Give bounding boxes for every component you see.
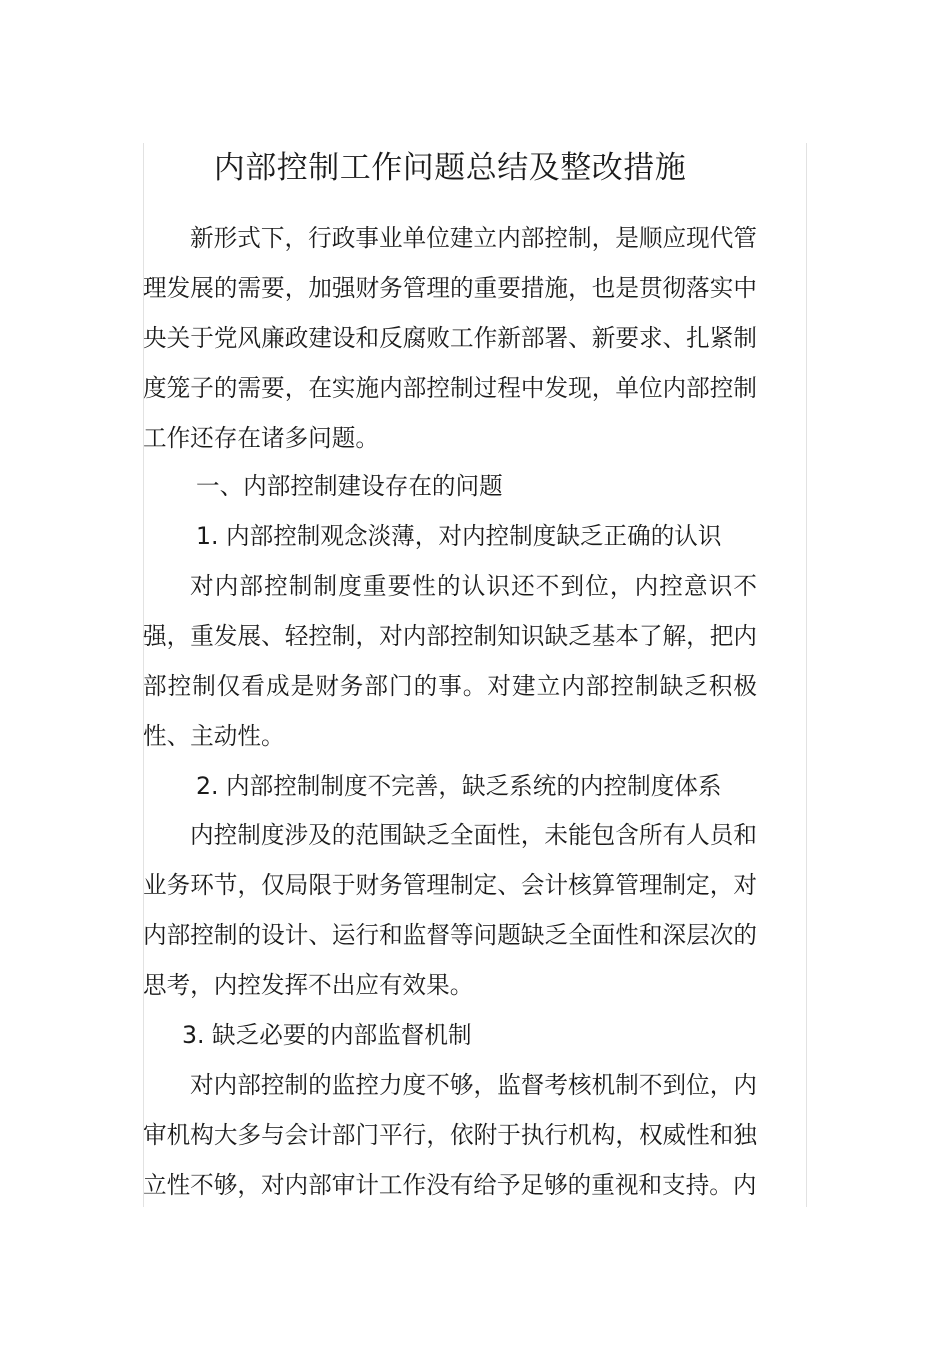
- item2-heading: 2. 内部控制制度不完善，缺乏系统的内控制度体系: [196, 772, 722, 800]
- item3-paragraph: 对内部控制的监控力度不够，监督考核机制不到位，内审机构大多与会计部门平行，依附于执行机构，权威性和独立性不够，对内部审计工作没有给予足够的重视和支持。内: [143, 1071, 757, 1199]
- item3-heading: 3. 缺乏必要的内部监督机制: [182, 1021, 472, 1049]
- section-heading: 一、内部控制建设存在的问题: [196, 472, 503, 500]
- intro-paragraph: 新形式下，行政事业单位建立内部控制，是顺应现代管理发展的需要，加强财务管理的重要措施，也是贯彻落实中央关于党风廉政建设和反腐败工作新部署、新要求、扎紧制度笼子的需要，在实施内部控制过程中发现，单位内部控制工作还存在诸多问题。: [143, 224, 757, 452]
- item1-heading: 1. 内部控制观念淡薄，对内控制度缺乏正确的认识: [196, 522, 722, 550]
- item2-paragraph: 内控制度涉及的范围缺乏全面性，未能包含所有人员和业务环节，仅局限于财务管理制定、会计核算管理制定，对内部控制的设计、运行和监督等问题缺乏全面性和深层次的思考，内控发挥不出应有效果。: [143, 821, 757, 999]
- document-title: 内部控制工作问题总结及整改措施: [213, 150, 687, 186]
- item1-paragraph: 对内部控制制度重要性的认识还不到位，内控意识不强，重发展、轻控制，对内部控制知识缺乏基本了解，把内部控制仅看成是财务部门的事。对建立内部控制缺乏积极性、主动性。: [143, 572, 757, 750]
- page-right-border: [806, 143, 807, 1207]
